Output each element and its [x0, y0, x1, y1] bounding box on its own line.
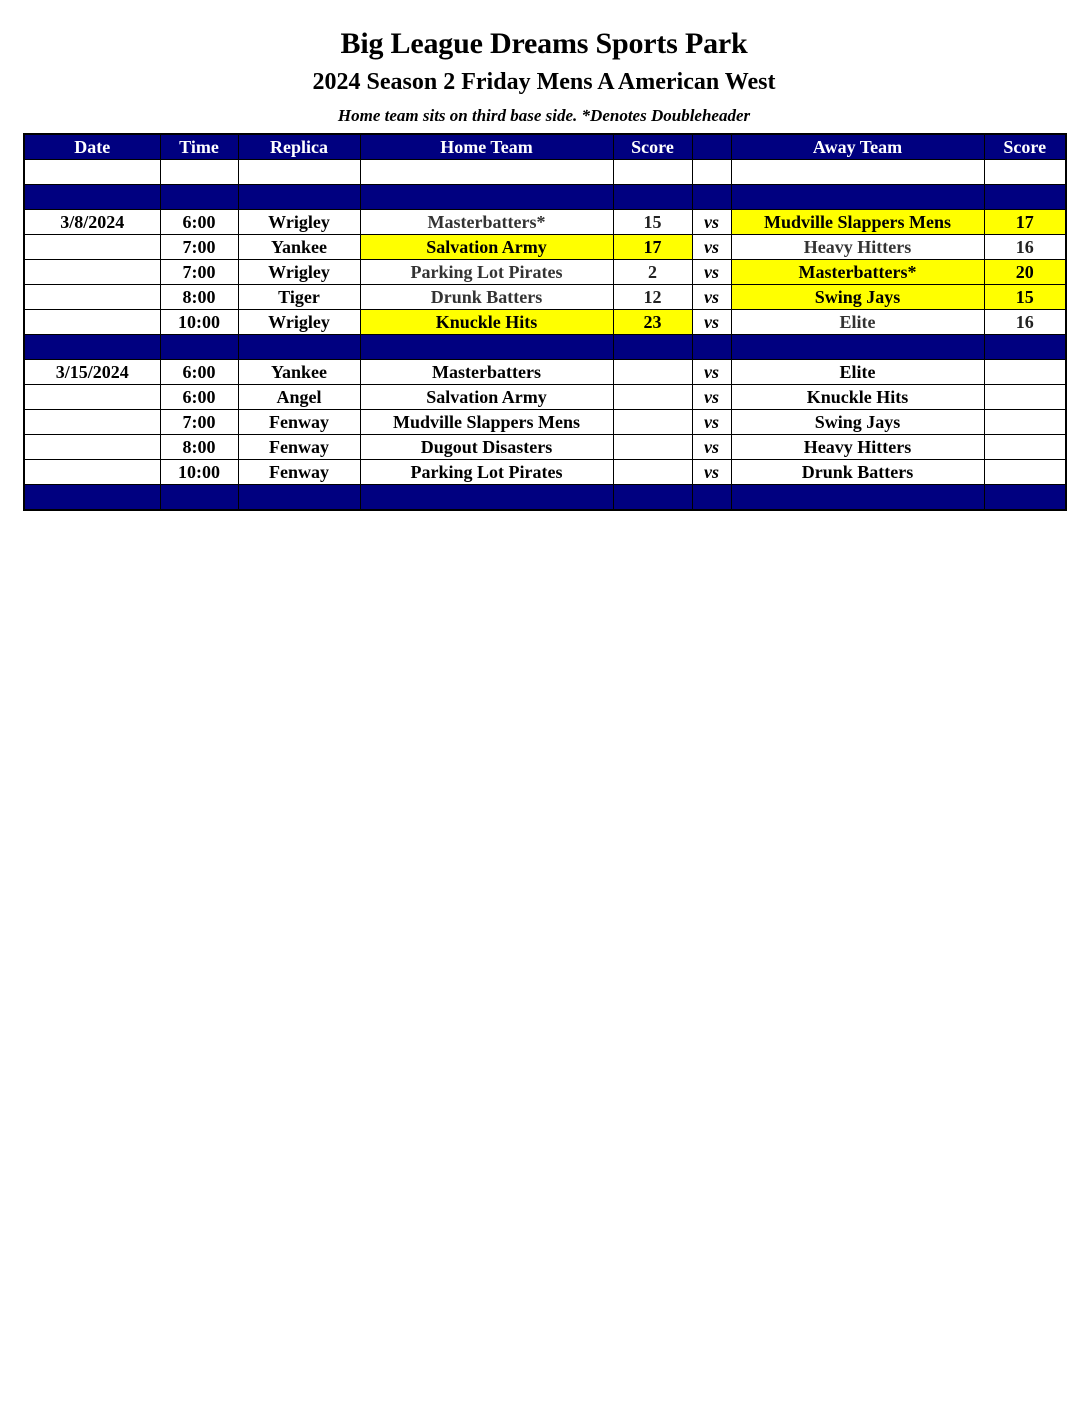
- vs-label: vs: [692, 285, 731, 310]
- empty-row: [24, 160, 1066, 185]
- game-row: [24, 385, 1066, 410]
- game-date: [24, 410, 160, 435]
- game-date: [24, 235, 160, 260]
- vs-label: vs: [692, 360, 731, 385]
- home-team: Masterbatters: [360, 360, 613, 385]
- home-score: [613, 360, 692, 385]
- game-date: 3/15/2024: [24, 360, 160, 385]
- game-replica: Fenway: [238, 460, 360, 485]
- away-score: 20: [984, 260, 1066, 285]
- home-score: [613, 460, 692, 485]
- game-replica: Wrigley: [238, 260, 360, 285]
- home-score: 23: [613, 310, 692, 335]
- home-score: 17: [613, 235, 692, 260]
- away-team: Swing Jays: [731, 285, 984, 310]
- game-date: [24, 385, 160, 410]
- away-team: Swing Jays: [731, 410, 984, 435]
- game-row: [24, 460, 1066, 485]
- home-score: [613, 435, 692, 460]
- game-time: 7:00: [160, 235, 238, 260]
- vs-label: vs: [692, 235, 731, 260]
- game-replica: Fenway: [238, 435, 360, 460]
- separator-band: [24, 185, 1066, 210]
- schedule-table: [23, 133, 1067, 511]
- col-header-date: Date: [24, 134, 160, 160]
- game-row: [24, 410, 1066, 435]
- game-date: [24, 435, 160, 460]
- home-team: Salvation Army: [360, 385, 613, 410]
- vs-label: vs: [692, 460, 731, 485]
- game-replica: Yankee: [238, 360, 360, 385]
- game-row: [24, 235, 1066, 260]
- away-team: Elite: [731, 310, 984, 335]
- game-row: [24, 260, 1066, 285]
- vs-label: vs: [692, 210, 731, 235]
- col-header-away-score: Score: [984, 134, 1066, 160]
- away-score: [984, 385, 1066, 410]
- col-header-home-team: Home Team: [360, 134, 613, 160]
- vs-label: vs: [692, 410, 731, 435]
- vs-label: vs: [692, 435, 731, 460]
- away-team: Elite: [731, 360, 984, 385]
- col-header-time: Time: [160, 134, 238, 160]
- away-score: 15: [984, 285, 1066, 310]
- away-score: 16: [984, 235, 1066, 260]
- game-row: [24, 360, 1066, 385]
- home-team: Dugout Disasters: [360, 435, 613, 460]
- col-header-replica: Replica: [238, 134, 360, 160]
- separator-band: [24, 335, 1066, 360]
- home-team: Parking Lot Pirates: [360, 260, 613, 285]
- game-row: [24, 435, 1066, 460]
- col-header-vs: [692, 134, 731, 160]
- separator-band: [24, 485, 1066, 511]
- doubleheader-note: Home team sits on third base side. *Denotes Doubleheader: [337, 106, 751, 125]
- game-date: [24, 260, 160, 285]
- game-replica: Tiger: [238, 285, 360, 310]
- game-replica: Wrigley: [238, 210, 360, 235]
- vs-label: vs: [692, 310, 731, 335]
- game-time: 10:00: [160, 310, 238, 335]
- game-time: 8:00: [160, 435, 238, 460]
- game-time: 7:00: [160, 260, 238, 285]
- away-score: 17: [984, 210, 1066, 235]
- col-header-home-score: Score: [613, 134, 692, 160]
- away-team: Heavy Hitters: [731, 435, 984, 460]
- game-date: [24, 460, 160, 485]
- home-score: 2: [613, 260, 692, 285]
- away-team: Masterbatters*: [731, 260, 984, 285]
- game-time: 7:00: [160, 410, 238, 435]
- game-replica: Angel: [238, 385, 360, 410]
- game-time: 6:00: [160, 385, 238, 410]
- game-replica: Wrigley: [238, 310, 360, 335]
- game-time: 10:00: [160, 460, 238, 485]
- page-title: Big League Dreams Sports Park: [340, 27, 748, 60]
- game-date: 3/8/2024: [24, 210, 160, 235]
- away-team: Knuckle Hits: [731, 385, 984, 410]
- game-time: 8:00: [160, 285, 238, 310]
- header-row: [24, 134, 1066, 160]
- away-team: Mudville Slappers Mens: [731, 210, 984, 235]
- game-row: [24, 210, 1066, 235]
- away-score: 16: [984, 310, 1066, 335]
- vs-label: vs: [692, 385, 731, 410]
- home-team: Masterbatters*: [360, 210, 613, 235]
- home-team: Knuckle Hits: [360, 310, 613, 335]
- home-team: Salvation Army: [360, 235, 613, 260]
- page-subtitle: 2024 Season 2 Friday Mens A American West: [312, 69, 776, 95]
- home-team: Mudville Slappers Mens: [360, 410, 613, 435]
- away-score: [984, 410, 1066, 435]
- game-row: [24, 285, 1066, 310]
- game-replica: Fenway: [238, 410, 360, 435]
- home-team: Drunk Batters: [360, 285, 613, 310]
- home-score: [613, 410, 692, 435]
- home-score: 15: [613, 210, 692, 235]
- col-header-away-team: Away Team: [731, 134, 984, 160]
- home-score: 12: [613, 285, 692, 310]
- away-score: [984, 360, 1066, 385]
- game-date: [24, 285, 160, 310]
- vs-label: vs: [692, 260, 731, 285]
- game-time: 6:00: [160, 360, 238, 385]
- away-score: [984, 460, 1066, 485]
- away-team: Heavy Hitters: [731, 235, 984, 260]
- away-score: [984, 435, 1066, 460]
- game-row: [24, 310, 1066, 335]
- home-team: Parking Lot Pirates: [360, 460, 613, 485]
- game-replica: Yankee: [238, 235, 360, 260]
- game-time: 6:00: [160, 210, 238, 235]
- home-score: [613, 385, 692, 410]
- away-team: Drunk Batters: [731, 460, 984, 485]
- game-date: [24, 310, 160, 335]
